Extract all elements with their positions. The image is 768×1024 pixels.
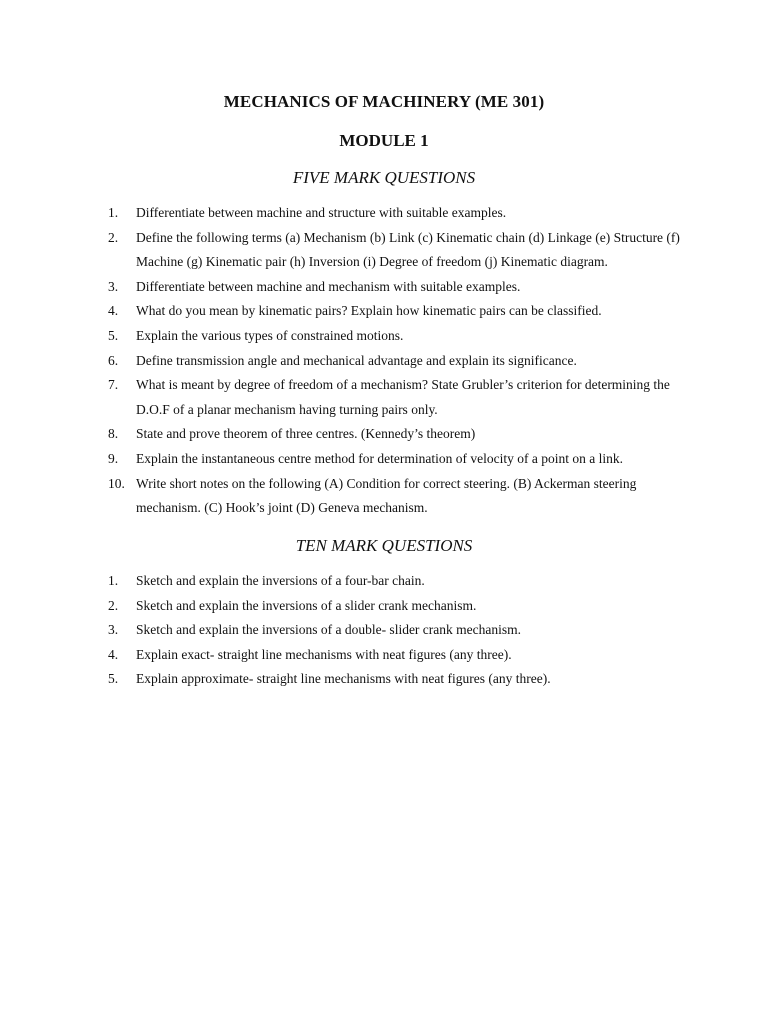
question-number: 10. xyxy=(108,475,125,491)
five-mark-question-list xyxy=(108,201,688,521)
question-number: 7. xyxy=(108,377,119,393)
question-number: 2. xyxy=(108,229,119,245)
five-mark-heading: FIVE MARK QUESTIONS xyxy=(292,168,476,187)
question-item xyxy=(108,422,688,447)
question-item xyxy=(108,275,688,300)
question-item xyxy=(108,447,688,472)
module-heading: MODULE 1 xyxy=(339,131,429,150)
question-text: Define transmission angle and mechanical advantage and explain its significance. xyxy=(136,352,577,368)
question-text: Explain the instantaneous centre method for determination of velocity of a point on a link. xyxy=(136,450,623,466)
question-number: 6. xyxy=(108,352,119,368)
question-item xyxy=(108,349,688,374)
document-title: MECHANICS OF MACHINERY (ME 301) xyxy=(223,92,545,111)
question-item xyxy=(108,618,688,643)
question-text: Define the following terms (a) Mechanism (b) Link (c) Kinematic chain (d) Linkage (e) Structure (f) Machine (g) Kinematic pair (h) Inversion (i) Degree of freedom (j) Kinematic diagram. xyxy=(136,229,680,270)
question-item xyxy=(108,324,688,349)
question-text: Explain the various types of constrained motions. xyxy=(136,327,404,343)
question-text: What do you mean by kinematic pairs? Explain how kinematic pairs can be classified. xyxy=(136,303,602,319)
question-item xyxy=(108,299,688,324)
question-number: 4. xyxy=(108,303,119,319)
question-number: 8. xyxy=(108,426,119,442)
question-item xyxy=(108,643,688,668)
question-text: Differentiate between machine and mechanism with suitable examples. xyxy=(136,278,521,294)
question-text: Sketch and explain the inversions of a four-bar chain. xyxy=(136,573,425,588)
ten-mark-heading: TEN MARK QUESTIONS xyxy=(295,536,473,555)
question-text: Differentiate between machine and structure with suitable examples. xyxy=(136,205,507,220)
question-number: 3. xyxy=(108,622,119,638)
question-number: 5. xyxy=(108,327,119,343)
question-text: Write short notes on the following (A) Condition for correct steering. (B) Ackerman steering mechanism. (C) Hook’s joint (D) Geneva mechanism. xyxy=(136,475,637,516)
question-number: 1. xyxy=(108,205,119,220)
ten-mark-question-list xyxy=(108,569,688,692)
question-number: 9. xyxy=(108,450,119,466)
question-item xyxy=(108,569,688,594)
question-text: Explain exact- straight line mechanisms with neat figures (any three). xyxy=(136,646,512,662)
question-text: State and prove theorem of three centres. (Kennedy’s theorem) xyxy=(136,426,476,442)
question-item xyxy=(108,594,688,619)
question-number: 1. xyxy=(108,573,119,588)
question-number: 5. xyxy=(108,671,119,687)
question-number: 3. xyxy=(108,278,119,294)
question-text: What is meant by degree of freedom of a mechanism? State Grubler’s criterion for determining the D.O.F of a planar mechanism having turning pairs only. xyxy=(136,377,670,417)
question-item xyxy=(108,667,688,692)
question-item xyxy=(108,226,688,275)
question-text: Explain approximate- straight line mechanisms with neat figures (any three). xyxy=(136,671,551,687)
question-number: 4. xyxy=(108,646,119,662)
question-item xyxy=(108,472,688,521)
question-item xyxy=(108,373,688,422)
question-text: Sketch and explain the inversions of a double- slider crank mechanism. xyxy=(136,622,522,638)
question-text: Sketch and explain the inversions of a slider crank mechanism. xyxy=(136,597,477,613)
question-number: 2. xyxy=(108,597,119,613)
question-item xyxy=(108,201,688,226)
